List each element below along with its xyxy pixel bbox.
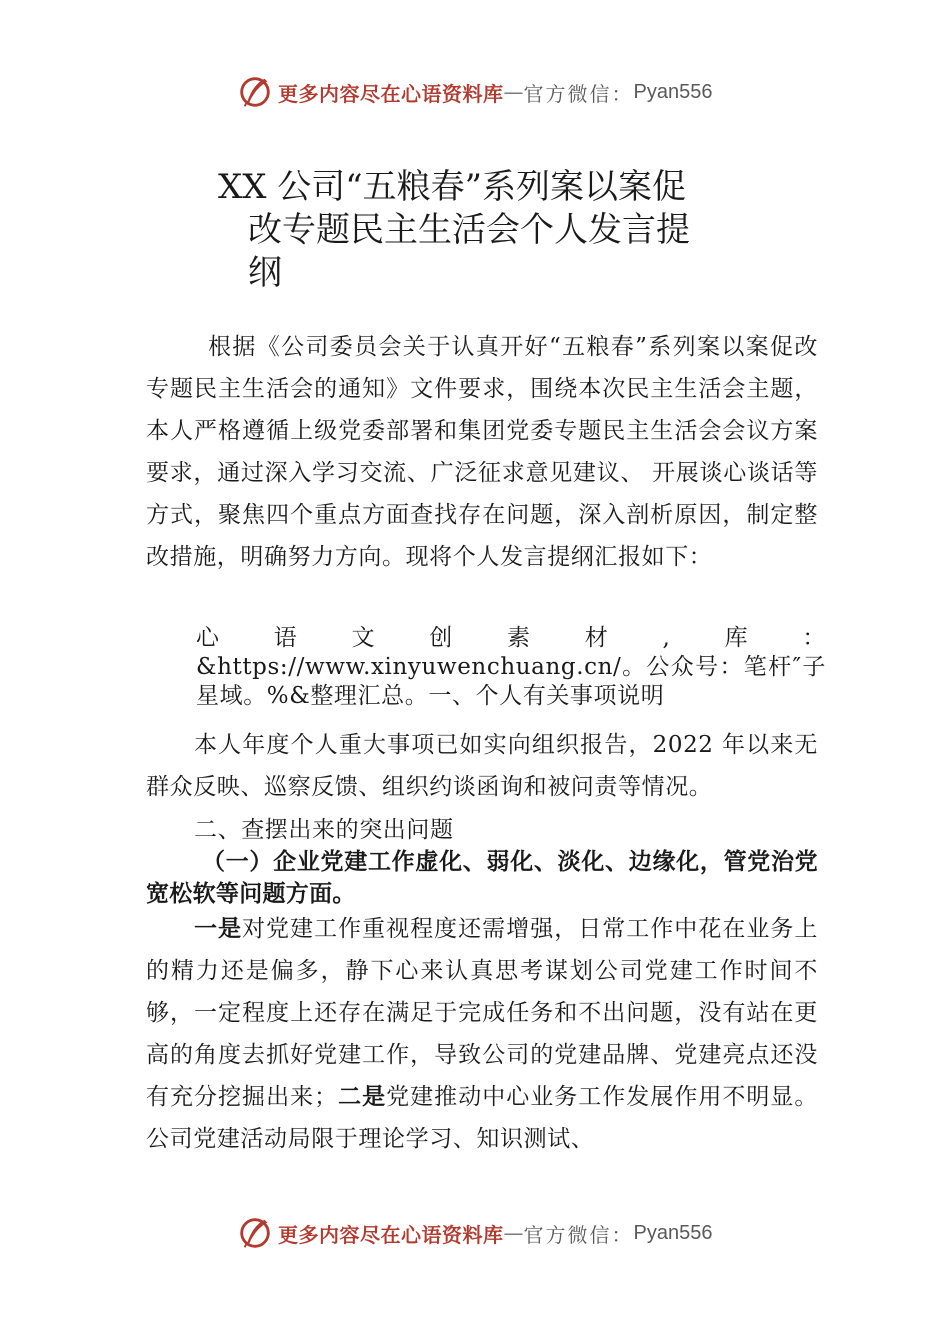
banner-dash: — (503, 1221, 524, 1245)
subsection-heading-1: （一）企业党建工作虚化、弱化、淡化、边缘化，管党治党宽松软等问题方面。 (146, 849, 818, 907)
document-title (218, 166, 738, 295)
banner-library-text: 更多内容尽在心语资料库 (278, 1222, 504, 1247)
personal-matters-paragraph: 本人年度个人重大事项已如实向组织报告，2022 年以来无群众反映、巡察反馈、组织约谈函询和被问责等情况。 (146, 732, 818, 800)
banner-wechat-id: Pyan556 (633, 1221, 713, 1244)
feather-pen-logo-icon (236, 73, 274, 111)
banner-library-text: 更多内容尽在心语资料库 (278, 81, 504, 106)
lead-second: 二是 (337, 1084, 387, 1110)
watermark-paragraph: 心语文创素材,库：&https://www.xinyuwenchuang.cn/。公众号：笔杆″子星域。%&整理汇总。一、个人有关事项说明 (196, 625, 826, 709)
banner-wechat-id: Pyan556 (633, 80, 713, 103)
lead-first: 一是 (194, 916, 243, 942)
banner-wechat-label: 官方微信： (523, 1222, 634, 1247)
banner-dash: — (503, 80, 524, 104)
header-banner (236, 72, 712, 112)
feather-pen-logo-icon (236, 1214, 274, 1252)
footer-banner (236, 1213, 712, 1253)
banner-wechat-label: 官方微信： (523, 81, 634, 106)
problem-text-2: 党建推动中心业务工作发展作用不明显。公司党建活动局限于理论学习、知识测试、 (146, 1084, 818, 1152)
title-line-1: XX 公司“五粮春”系列案以案促 (218, 167, 686, 207)
problem-paragraph (146, 908, 818, 1160)
title-line-2: 改专题民主生活会个人发言提 (248, 210, 690, 250)
problem-text-1: 对党建工作重视程度还需增强，日常工作中花在业务上的精力还是偏多，静下心来认真思考谋划公司党建工作时间不够，一定程度上还存在满足于完成任务和不出问题，没有站在更高的角度去抓好党建工作，导致公司的党建品牌、党建亮点还没有充分挖掘出来； (146, 916, 818, 1110)
section-heading-2: 二、查摆出来的突出问题 (194, 817, 454, 843)
title-line-3: 纲 (248, 253, 282, 293)
intro-paragraph: 根据《公司委员会关于认真开好“五粮春”系列案以案促改专题民主生活会的通知》文件要求，围绕本次民主生活会主题，本人严格遵循上级党委部署和集团党委专题民主生活会会议方案要求，通过深入学习交流、广泛征求意见建议、 开展谈心谈话等方式，聚焦四个重点方面查找存在问题，深入剖析原因，制定整改措施，明确努力方向。现将个人发言提纲汇报如下： (146, 334, 818, 570)
